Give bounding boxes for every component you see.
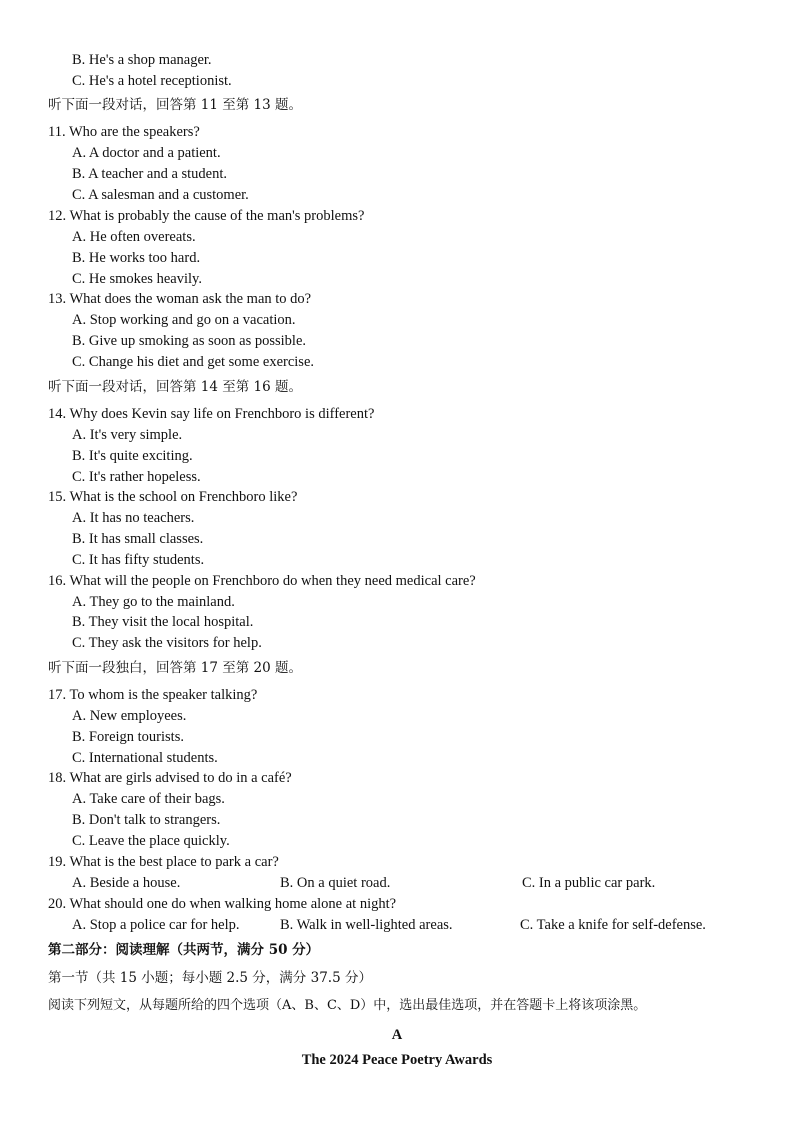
q18-option-b: B. Don't talk to strangers. [72,812,221,828]
q13-option-a: A. Stop working and go on a vacation. [72,312,296,328]
passage-label: A [391,1027,403,1043]
q20-option-a: A. Stop a police car for help. [72,917,240,933]
q18-option-c: C. Leave the place quickly. [72,833,230,849]
section-instruction-14-16: 听下面一段对话，回答第 14 至第 16 题。 [48,379,303,395]
q14-option-c: C. It's rather hopeless. [72,469,201,485]
question-20: 20. What should one do when walking home alone at night? [48,896,397,912]
q19-option-b: B. On a quiet road. [280,875,391,891]
q17-option-a: A. New employees. [72,708,187,724]
question-17: 17. To whom is the speaker talking? [48,687,258,703]
q16-option-c: C. They ask the visitors for help. [72,635,262,651]
q10-option-c: C. He's a hotel receptionist. [72,73,232,89]
q12-option-b: B. He works too hard. [72,250,201,266]
q13-option-c: C. Change his diet and get some exercise. [72,354,315,370]
section-instruction-11-13: 听下面一段对话，回答第 11 至第 13 题。 [48,97,303,113]
passage-title: The 2024 Peace Poetry Awards [301,1052,493,1068]
question-15: 15. What is the school on Frenchboro like? [48,489,298,505]
q19-option-a: A. Beside a house. [72,875,181,891]
q16-option-b: B. They visit the local hospital. [72,614,254,630]
question-14: 14. Why does Kevin say life on Frenchboro is different? [48,406,375,422]
question-13: 13. What does the woman ask the man to do? [48,291,312,307]
q12-option-c: C. He smokes heavily. [72,271,202,287]
part-two-heading: 第二部分：阅读理解（共两节，满分 50 分） [48,942,320,958]
q17-option-c: C. International students. [72,750,218,766]
q17-option-b: B. Foreign tourists. [72,729,184,745]
q10-option-b: B. He's a shop manager. [72,52,212,68]
q11-option-c: C. A salesman and a customer. [72,187,249,203]
q11-option-b: B. A teacher and a student. [72,166,228,182]
question-19: 19. What is the best place to park a car? [48,854,279,870]
q18-option-a: A. Take care of their bags. [72,791,225,807]
q12-option-a: A. He often overeats. [72,229,196,245]
q20-option-c: C. Take a knife for self-defense. [520,917,706,933]
q14-option-a: A. It's very simple. [72,427,183,443]
q13-option-b: B. Give up smoking as soon as possible. [72,333,307,349]
section-one-heading: 第一节（共 15 小题；每小题 2.5 分，满分 37.5 分） [48,970,372,986]
q11-option-a: A. A doctor and a patient. [72,145,221,161]
question-11: 11. Who are the speakers? [48,124,200,140]
q16-option-a: A. They go to the mainland. [72,594,235,610]
question-12: 12. What is probably the cause of the man's problems? [48,208,365,224]
reading-instruction: 阅读下列短文，从每题所给的四个选项（A、B、C、D）中，选出最佳选项，并在答题卡上将该项涂黑。 [48,998,647,1013]
q19-option-c: C. In a public car park. [522,875,656,891]
q14-option-b: B. It's quite exciting. [72,448,193,464]
section-instruction-17-20: 听下面一段独白，回答第 17 至第 20 题。 [48,660,303,676]
q15-option-a: A. It has no teachers. [72,510,195,526]
q15-option-b: B. It has small classes. [72,531,204,547]
q20-option-b: B. Walk in well-lighted areas. [280,917,453,933]
question-18: 18. What are girls advised to do in a café? [48,770,292,786]
q15-option-c: C. It has fifty students. [72,552,205,568]
question-16: 16. What will the people on Frenchboro do when they need medical care? [48,573,476,589]
